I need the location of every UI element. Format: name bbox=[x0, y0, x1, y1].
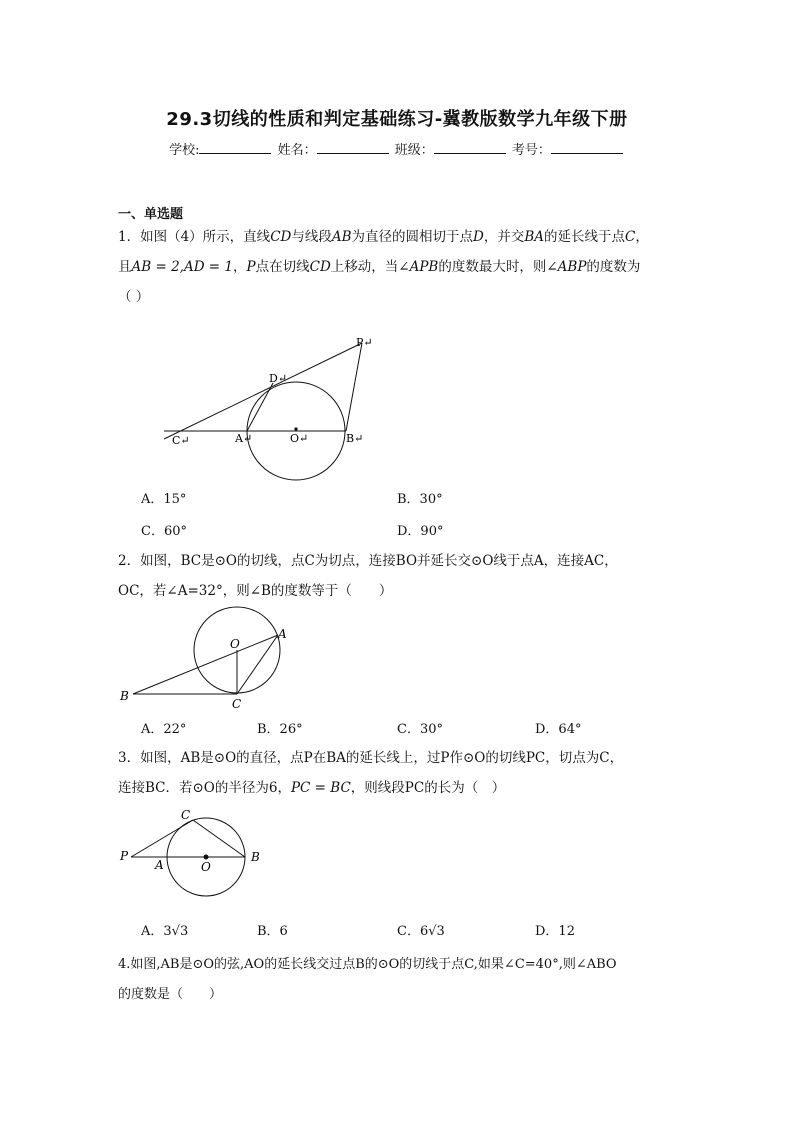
page-title: 29.3切线的性质和判定基础练习-冀教版数学九年级下册 bbox=[166, 109, 628, 130]
q2-option-d[interactable]: D．64° bbox=[535, 722, 582, 737]
q2-line-1: 2．如图，BC是⊙O的切线，点C为切点，连接BO并延长交⊙O线于点A，连接AC， bbox=[118, 553, 618, 569]
q1-option-c[interactable]: C．60° bbox=[141, 524, 187, 539]
q1-line-3: （ ） bbox=[118, 289, 150, 305]
q1-label-c: C↵ bbox=[172, 434, 190, 447]
q2-option-c[interactable]: C．30° bbox=[397, 722, 443, 737]
q4-line-1: 4.如图,AB是⊙O的弦,AO的延长线交过点B的⊙O的切线于点C,如果∠C=40°,则∠ABO bbox=[118, 957, 617, 972]
class-label: 班级： bbox=[394, 143, 434, 158]
name-label: 姓名： bbox=[277, 143, 317, 158]
q3-label-b: B bbox=[251, 850, 260, 864]
q1-line-1: 1．如图（4）所示，直线CD与线段AB为直径的圆相切于点D，并交BA的延长线于点C， bbox=[118, 229, 649, 245]
question-4 bbox=[118, 950, 698, 1010]
q3-option-a[interactable]: A．3√3 bbox=[141, 924, 189, 939]
q3-figure bbox=[115, 803, 275, 903]
q1-option-a[interactable]: A．15° bbox=[141, 492, 187, 507]
number-label: 考号： bbox=[511, 143, 551, 158]
q3-tangent-pc bbox=[131, 820, 193, 857]
q3-center-dot bbox=[204, 855, 209, 860]
q2-option-a[interactable]: A．22° bbox=[141, 722, 187, 737]
student-info-line bbox=[0, 139, 794, 158]
question-2 bbox=[118, 546, 678, 606]
q1-segment-bp bbox=[346, 343, 362, 431]
q1-option-d[interactable]: D．90° bbox=[397, 524, 444, 539]
q1-segment-ad bbox=[247, 383, 273, 431]
q1-option-b[interactable]: B．30° bbox=[397, 492, 443, 507]
name-blank[interactable] bbox=[317, 141, 389, 154]
q1-label-d: D↵ bbox=[269, 372, 288, 385]
q1-label-b: B↵ bbox=[346, 432, 364, 445]
q2-line-ba bbox=[133, 635, 278, 694]
class-blank[interactable] bbox=[434, 141, 506, 154]
q3-label-a: A bbox=[155, 858, 164, 872]
q3-segment-cb bbox=[193, 820, 245, 857]
q2-label-c: C bbox=[232, 697, 242, 711]
q4-line-2: 的度数是（ ） bbox=[118, 987, 223, 1002]
q2-label-o: O bbox=[230, 637, 240, 651]
q1-label-o: O↵ bbox=[290, 432, 309, 445]
q1-line-2: 且AB = 2,AD = 1，P点在切线CD上移动，当∠APB的度数最大时，则∠ABP的度数为 bbox=[118, 259, 641, 275]
q3-option-c[interactable]: C．6√3 bbox=[397, 924, 445, 939]
school-blank[interactable] bbox=[199, 141, 271, 154]
q3-label-c: C bbox=[181, 808, 191, 822]
question-3 bbox=[118, 743, 678, 803]
q2-label-a: A bbox=[278, 627, 287, 641]
question-1 bbox=[118, 222, 678, 312]
q3-label-o: O bbox=[201, 860, 211, 874]
q1-tangent-line-cp bbox=[164, 343, 362, 439]
q3-line-2: 连接BC．若⊙O的半径为6，PC = BC，则线段PC的长为（ ） bbox=[118, 780, 506, 796]
section-heading: 一、单选题 bbox=[118, 207, 184, 222]
q1-label-p: P↵ bbox=[356, 336, 373, 349]
school-label: 学校: bbox=[169, 143, 200, 158]
q3-option-d[interactable]: D．12 bbox=[535, 924, 575, 939]
q1-label-a: A↵ bbox=[235, 432, 253, 445]
q2-option-b[interactable]: B．26° bbox=[257, 722, 303, 737]
q3-option-b[interactable]: B．6 bbox=[257, 924, 288, 939]
q2-line-2: OC，若∠A=32°，则∠B的度数等于（ ） bbox=[118, 583, 393, 599]
q2-figure bbox=[115, 600, 300, 715]
q3-line-1: 3．如图，AB是⊙O的直径，点P在BA的延长线上，过P作⊙O的切线PC，切点为C， bbox=[118, 750, 624, 766]
q1-center-dot bbox=[294, 427, 297, 430]
number-blank[interactable] bbox=[551, 141, 623, 154]
q2-label-b: B bbox=[120, 689, 129, 703]
q3-label-p: P bbox=[120, 849, 129, 863]
q1-figure bbox=[150, 330, 390, 485]
